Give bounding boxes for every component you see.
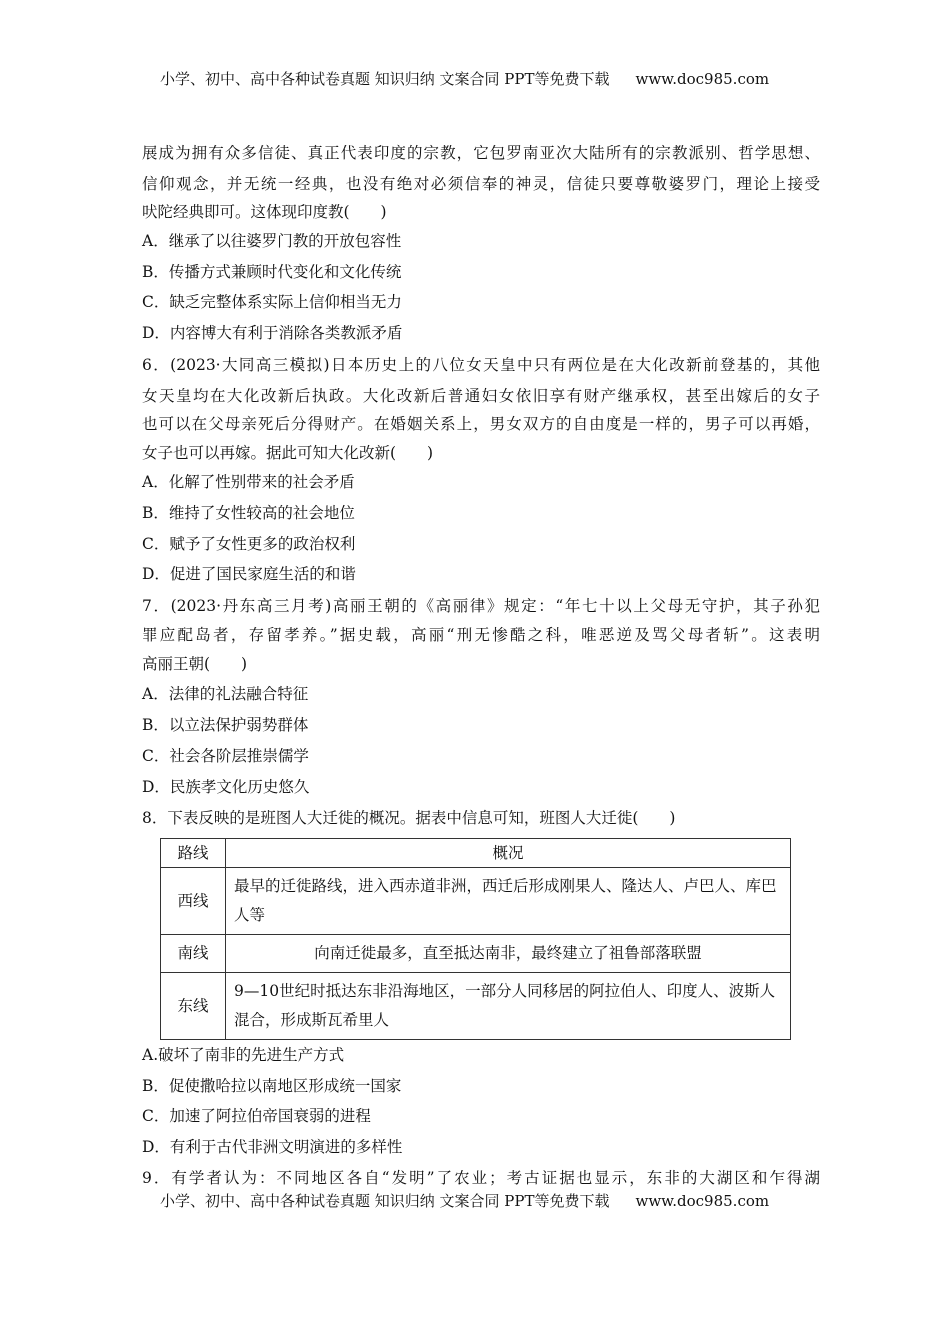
q7-option-d: D．民族孝文化历史悠久: [142, 778, 310, 796]
q7-option-c: C．社会各阶层推崇儒学: [142, 747, 309, 765]
table-cell-route: 西线: [161, 868, 226, 935]
table-cell-overview: 最早的迁徙路线，进入西赤道非洲，西迁后形成刚果人、隆达人、卢巴人、库巴人等: [226, 868, 791, 935]
q6-option-c: C．赋予了女性更多的政治权利: [142, 535, 356, 553]
footer-text: 小学、初中、高中各种试卷真题 知识归纳 文案合同 PPT等免费下载: [160, 1192, 610, 1210]
q6-line: 女子也可以再嫁。据此可知大化改新( ): [142, 444, 434, 462]
q5-line: 展成为拥有众多信徒、真正代表印度的宗教，它包罗南亚次大陆所有的宗教派别、哲学思想、: [142, 144, 820, 162]
q6-line: 6．(2023·大同高三模拟)日本历史上的八位女天皇中只有两位是在大化改新前登基的，其他: [142, 356, 820, 374]
q5-option-c: C．缺乏完整体系实际上信仰相当无力: [142, 293, 402, 311]
q8-option-c: C．加速了阿拉伯帝国衰弱的进程: [142, 1107, 371, 1125]
table-header-route: 路线: [161, 839, 226, 868]
table-cell-overview: 向南迁徙最多，直至抵达南非，最终建立了祖鲁部落联盟: [226, 935, 791, 973]
header-url: www.doc985.com: [635, 70, 770, 88]
q7-option-b: B．以立法保护弱势群体: [142, 716, 309, 734]
q6-option-d: D．促进了国民家庭生活的和谐: [142, 565, 356, 583]
q7-line: 罪应配岛者，存留孝养。”据史载，高丽“刑无惨酷之科，唯恶逆及骂父母者斩”。这表明: [142, 626, 820, 644]
q8-option-b: B．促使撒哈拉以南地区形成统一国家: [142, 1077, 402, 1095]
table-cell-route: 南线: [161, 935, 226, 973]
table-cell-route: 东线: [161, 973, 226, 1040]
q8-option-a: A.破坏了南非的先进生产方式: [142, 1046, 345, 1064]
q5-option-a: A．继承了以往婆罗门教的开放包容性: [142, 232, 402, 250]
q6-line: 也可以在父母亲死后分得财产。在婚姻关系上，男女双方的自由度是一样的，男子可以再婚，: [142, 415, 820, 433]
q6-option-a: A．化解了性别带来的社会矛盾: [142, 473, 355, 491]
header-text: 小学、初中、高中各种试卷真题 知识归纳 文案合同 PPT等免费下载: [160, 70, 610, 88]
q8-option-d: D．有利于古代非洲文明演进的多样性: [142, 1138, 403, 1156]
table-row: [161, 935, 791, 973]
migration-table: [160, 838, 791, 1040]
q5-line: 吠陀经典即可。这体现印度教( ): [142, 203, 387, 221]
q8-stem: 8．下表反映的是班图人大迁徙的概况。据表中信息可知，班图人大迁徙( ): [142, 809, 676, 827]
q9-line: 9．有学者认为：不同地区各自“发明”了农业；考古证据也显示，东非的大湖区和乍得湖: [142, 1169, 820, 1187]
footer-url: www.doc985.com: [635, 1192, 770, 1210]
q6-option-b: B．维持了女性较高的社会地位: [142, 504, 355, 522]
q7-line: 7．(2023·丹东高三月考)高丽王朝的《高丽律》规定：“年七十以上父母无守护，其子孙犯: [142, 597, 820, 615]
table-row: [161, 973, 791, 1040]
table-cell-overview: 9—10世纪时抵达东非沿海地区，一部分人同移居的阿拉伯人、印度人、波斯人混合，形成斯瓦希里人: [226, 973, 791, 1040]
table-header-overview: 概况: [226, 839, 791, 868]
page-header: [160, 69, 769, 89]
q7-option-a: A．法律的礼法融合特征: [142, 685, 309, 703]
q5-line: 信仰观念，并无统一经典，也没有绝对必须信奉的神灵，信徒只要尊敬婆罗门，理论上接受: [142, 175, 820, 193]
table-header-row: [161, 839, 791, 868]
q5-option-d: D．内容博大有利于消除各类教派矛盾: [142, 324, 403, 342]
q5-option-b: B．传播方式兼顾时代变化和文化传统: [142, 263, 402, 281]
table-row: [161, 868, 791, 935]
q6-line: 女天皇均在大化改新后执政。大化改新后普通妇女依旧享有财产继承权，甚至出嫁后的女子: [142, 387, 820, 405]
page-footer: [160, 1191, 769, 1211]
q7-line: 高丽王朝( ): [142, 655, 248, 673]
